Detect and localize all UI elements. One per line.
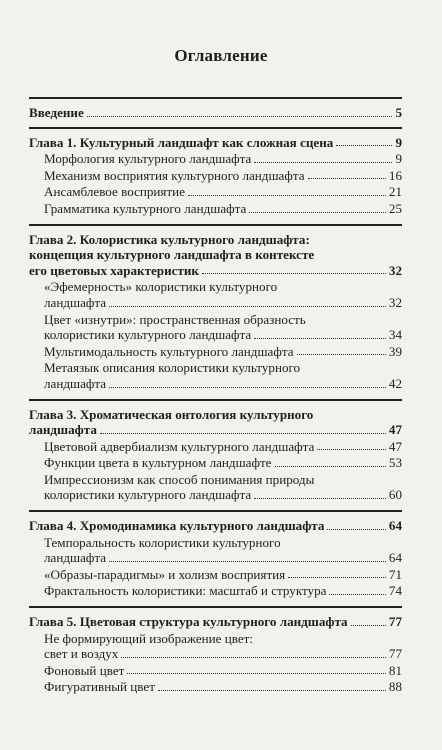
page-number: 47 [388,422,402,438]
page-number: 5 [395,105,402,120]
toc-entry-label: Ансамблевое восприятие [44,184,186,200]
toc-entry-label: Глава 1. Культурный ландшафт как сложная сцена [29,134,334,150]
toc-entry-last-line [29,487,402,503]
dot-leader [254,498,386,499]
toc-entry-chapter[interactable] [29,614,402,630]
toc-entry-chapter[interactable] [29,135,402,151]
toc-entry-intro[interactable] [29,105,402,121]
toc-entry-label: Механизм восприятия культурного ландшафта [44,167,305,183]
toc-entry-label: Фигуративный цвет [44,679,155,695]
toc-entry-label: его цветовых характеристик [29,262,199,278]
page-number: 64 [388,518,402,534]
page-number: 77 [388,614,402,630]
chapter-block [29,129,402,224]
page-number: 21 [388,184,402,200]
toc-entry-last-line [29,439,402,455]
toc-entry-label: колористики культурного ландшафта [44,487,252,503]
toc-entry-last-line [29,168,402,184]
toc-entry-last-line [29,567,402,583]
toc-entry-label: Фрактальность колористики: масштаб и структура [44,583,327,599]
dot-leader [308,178,386,179]
toc-entry-last-line [29,295,402,311]
dot-leader [327,529,386,530]
dot-leader [100,433,386,434]
toc-entry-last-line [29,583,402,599]
toc-entry-label: Мультимодальность культурного ландшафта [44,343,294,359]
dot-leader [317,449,386,450]
toc-entry-label: Глава 5. Цветовая структура культурного ландшафта [29,614,348,630]
page-number: 81 [388,662,402,678]
toc-entry-section[interactable] [29,567,402,583]
toc-entry-last-line [29,455,402,471]
toc-entry-section[interactable] [29,279,402,310]
toc-entry-section[interactable] [29,455,402,471]
page-number: 32 [388,294,402,310]
toc-entry-label: колористики культурного ландшафта [44,327,252,343]
page-number: 32 [388,262,402,278]
toc-entry-chapter[interactable] [29,518,402,534]
page-number: 53 [388,455,402,471]
toc-entry-label: ландшафта [44,550,107,566]
chapter-list [29,127,402,702]
dot-leader [109,306,386,307]
toc-entry-last-line [29,679,402,695]
dot-leader [254,162,392,163]
toc-intro [29,99,402,127]
toc-entry-line: Глава 2. Колористика культурного ландшафта: [29,231,310,247]
dot-leader [249,212,386,213]
toc-entry-section[interactable] [29,360,402,391]
toc-entry-section[interactable] [29,312,402,343]
page-number: 34 [388,327,402,343]
page-number: 39 [388,343,402,359]
page-number: 88 [388,679,402,695]
toc-entry-last-line [29,550,402,566]
toc-entry-last-line [29,614,402,630]
toc-entry-label: Глава 4. Хромодинамика культурного ландшафта [29,518,325,534]
dot-leader [158,690,386,691]
page-number: 60 [388,487,402,503]
dot-leader [121,657,386,658]
toc-entry-section[interactable] [29,472,402,503]
toc-entry-chapter[interactable] [29,232,402,279]
dot-leader [275,466,386,467]
toc-entry-chapter[interactable] [29,407,402,438]
toc-entry-last-line [29,201,402,217]
chapter-block [29,226,402,399]
dot-leader [254,338,386,339]
chapter-block [29,608,402,702]
toc-entry-section[interactable] [29,663,402,679]
dot-leader [336,145,392,146]
chapter-block [29,401,402,511]
toc-entry-line: «Эфемерность» колористики культурного [44,279,278,295]
toc-entry-label: ландшафта [44,375,107,391]
page-number: 74 [388,583,402,599]
toc-entry-last-line [29,327,402,343]
dot-leader [202,273,386,274]
page-number: 9 [395,134,402,150]
toc-entry-last-line [29,646,402,662]
toc-entry-label: Функции цвета в культурном ландшафте [44,455,272,471]
toc-entry-section[interactable] [29,201,402,217]
table-of-contents [29,97,402,702]
toc-entry-section[interactable] [29,168,402,184]
toc-entry-label: «Образы-парадигмы» и холизм восприятия [44,566,286,582]
toc-entry-section[interactable] [29,184,402,200]
toc-entry-label: Грамматика культурного ландшафта [44,200,247,216]
dot-leader [297,354,386,355]
page-number: 64 [388,550,402,566]
toc-entry-label: ландшафта [29,422,97,438]
toc-entry-last-line [29,263,402,279]
page-number: 25 [388,200,402,216]
toc-entry-section[interactable] [29,583,402,599]
toc-entry-line: Метаязык описания колористики культурного [44,360,301,376]
chapter-block [29,512,402,606]
toc-entry-section[interactable] [29,679,402,695]
page-number: 16 [388,167,402,183]
toc-entry-line: Глава 3. Хроматическая онтология культурного [29,406,314,422]
page-number: 71 [388,566,402,582]
toc-entry-last-line [29,344,402,360]
dot-leader [288,577,386,578]
toc-entry-label: свет и воздух [44,646,119,662]
dot-leader [109,387,386,388]
toc-entry-section[interactable] [29,631,402,662]
toc-entry-line: концепция культурного ландшафта в контексте [29,247,315,263]
dot-leader [109,561,386,562]
toc-entry-section[interactable] [29,535,402,566]
toc-entry-label: Введение [29,105,84,120]
toc-entry-label: ландшафта [44,294,107,310]
page-title: Оглавление [174,46,268,65]
dot-leader [351,625,386,626]
dot-leader [87,116,393,117]
toc-entry-last-line [29,135,402,151]
toc-entry-label: Фоновый цвет [44,662,125,678]
toc-entry-section[interactable] [29,344,402,360]
toc-entry-line: Темпоральность колористики культурного [44,534,281,550]
toc-entry-section[interactable] [29,439,402,455]
toc-entry-last-line [29,151,402,167]
dot-leader [127,673,386,674]
toc-entry-section[interactable] [29,151,402,167]
toc-entry-last-line [29,422,402,438]
toc-entry-last-line [29,376,402,392]
page-number: 47 [388,438,402,454]
page-number: 77 [388,646,402,662]
dot-leader [188,195,386,196]
toc-entry-label: Цветовой адвербиализм культурного ландшафта [44,438,315,454]
toc-entry-last-line [29,663,402,679]
toc-entry-line: Импрессионизм как способ понимания природы [44,471,315,487]
toc-entry-line: Не формирующий изображение цвет: [44,630,254,646]
dot-leader [329,594,385,595]
toc-entry-line: Цвет «изнутри»: пространственная образность [44,311,306,327]
toc-entry-last-line [29,518,402,534]
page-number: 42 [388,375,402,391]
toc-entry-label: Морфология культурного ландшафта [44,151,252,167]
page-number: 9 [395,151,402,167]
toc-entry-last-line [29,184,402,200]
